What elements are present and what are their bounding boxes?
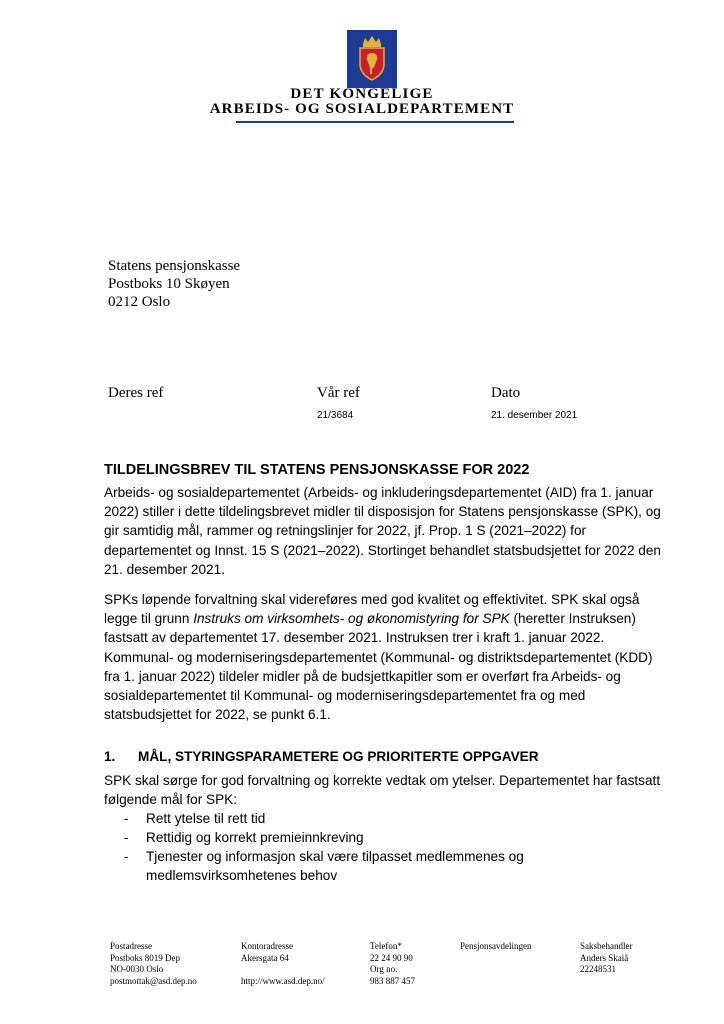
paragraph-line: SPK skal sørge for god forvaltning og korrekte vedtak om ytelser. Departementet har fastsatt (104, 773, 661, 788)
paragraph-line: departementet og Innst. 15 S (2021–2022). Stortinget behandlet statsbudsjettet for 2022 den (104, 542, 661, 558)
footer-postal (110, 941, 197, 987)
bullet-dash: - (124, 811, 129, 826)
paragraph-line: fra 1. januar 2022) tildeler midler på de budsjettkapitler som er overført fra Arbeids- og (104, 668, 621, 684)
footer-phone (370, 941, 415, 987)
list-item-text: medlemsvirksomhetenes behov (146, 868, 338, 883)
paragraph-line: Arbeids- og sosialdepartementet (Arbeids- og inkluderingsdepartementet (AID) fra 1. januar (104, 485, 654, 500)
paragraph-line: Kommunal- og moderniseringsdepartementet (Kommunal- og distriktsdepartementet (KDD) (104, 649, 653, 665)
var-ref-value: 21/3684 (317, 410, 354, 421)
footer-label: Kontoradresse (241, 941, 293, 951)
footer-text: 22 24 90 90 (370, 952, 413, 963)
paragraph-line: fastsatt av departementet 17. desember 2021. Instruksen trer i kraft 1. januar 2022. (104, 630, 605, 646)
footer-text: Akersgata 64 (241, 952, 289, 963)
footer-office (241, 941, 325, 987)
bullet-dash: - (124, 830, 129, 845)
recipient-name: Statens pensjonskasse (108, 258, 241, 274)
paragraph-line: statsbudsjettet for 2022, se punkt 6.1. (104, 707, 331, 723)
coat-of-arms-icon (347, 30, 397, 88)
footer-text: Org no. (370, 964, 398, 974)
footer-email[interactable]: postmottak@asd.dep.no (110, 975, 197, 986)
section-number: 1. (104, 749, 116, 764)
deres-ref-label: Deres ref (108, 385, 164, 401)
recipient-city: 0212 Oslo (108, 294, 171, 310)
letter-title: TILDELINGSBREV TIL STATENS PENSJONSKASSE FOR 2022 (104, 462, 530, 478)
footer-text: Postboks 8019 Dep (110, 952, 181, 963)
footer-label: Postadresse (110, 941, 152, 951)
instruks-title: Instruks om virksomhets- og økonomistyring for SPK (193, 611, 510, 627)
footer-label: Telefon* (370, 941, 402, 951)
paragraph-text: (heretter Instruksen) (509, 611, 636, 627)
paragraph-line: følgende mål for SPK: (104, 792, 237, 808)
var-ref-label: Vår ref (317, 385, 360, 401)
paragraph-line (104, 609, 664, 628)
footer-text: NO-0030 Oslo (110, 964, 164, 974)
footer-text: 983 887 457 (370, 975, 415, 986)
paragraph-line: gir samtidig mål, rammer og retningslinjer for 2022, jf. Prop. 1 S (2021–2022) for (104, 523, 587, 539)
list-item-text: Tjenester og informasjon skal være tilpasset medlemmenes og (146, 849, 524, 864)
paragraph-line: 21. desember 2021. (104, 561, 225, 577)
paragraph-line: 2022) stiller i dette tildelingsbrevet midler til disposisjon for Statens pensjonskasse (SPK), og (104, 504, 661, 520)
footer-case-handler (580, 941, 632, 976)
paragraph-2 (104, 590, 664, 724)
list-item-text: Rett ytelse til rett tid (146, 811, 266, 826)
section-title: MÅL, STYRINGSPARAMETERE OG PRIORITERTE OPPGAVER (138, 749, 539, 764)
paragraph-text: legge til grunn (104, 611, 194, 627)
footer-department (460, 941, 532, 953)
recipient-street: Postboks 10 Skøyen (108, 276, 230, 292)
footer-label: Saksbehandler (580, 941, 633, 951)
bullet-dash: - (124, 849, 129, 864)
footer-label: Pensjonsavdelingen (460, 941, 532, 951)
dato-label: Dato (491, 385, 521, 401)
footer-text (241, 964, 325, 976)
footer-website-link[interactable]: http://www.asd.dep.no/ (241, 975, 325, 986)
list-item-text: Rettidig og korrekt premieinnkreving (146, 830, 364, 845)
section-1-intro (104, 771, 664, 809)
paragraph-1 (104, 483, 664, 579)
paragraph-line: SPKs løpende forvaltning skal videreføres med god kvalitet og effektivitet. SPK skal også (104, 592, 640, 607)
department-name-line1: DET KONGELIGE (290, 86, 434, 102)
footer-text: 22248531 (580, 964, 616, 974)
paragraph-line: sosialdepartementet til Kommunal- og moderniseringsdepartementet fra og med (104, 688, 586, 704)
dato-value: 21. desember 2021 (491, 410, 578, 421)
footer-text: Anders Skaiå (580, 952, 629, 963)
department-name-line2: ARBEIDS- OG SOSIALDEPARTEMENT (209, 101, 515, 117)
section-1-heading (104, 749, 539, 764)
header-divider (236, 121, 514, 123)
